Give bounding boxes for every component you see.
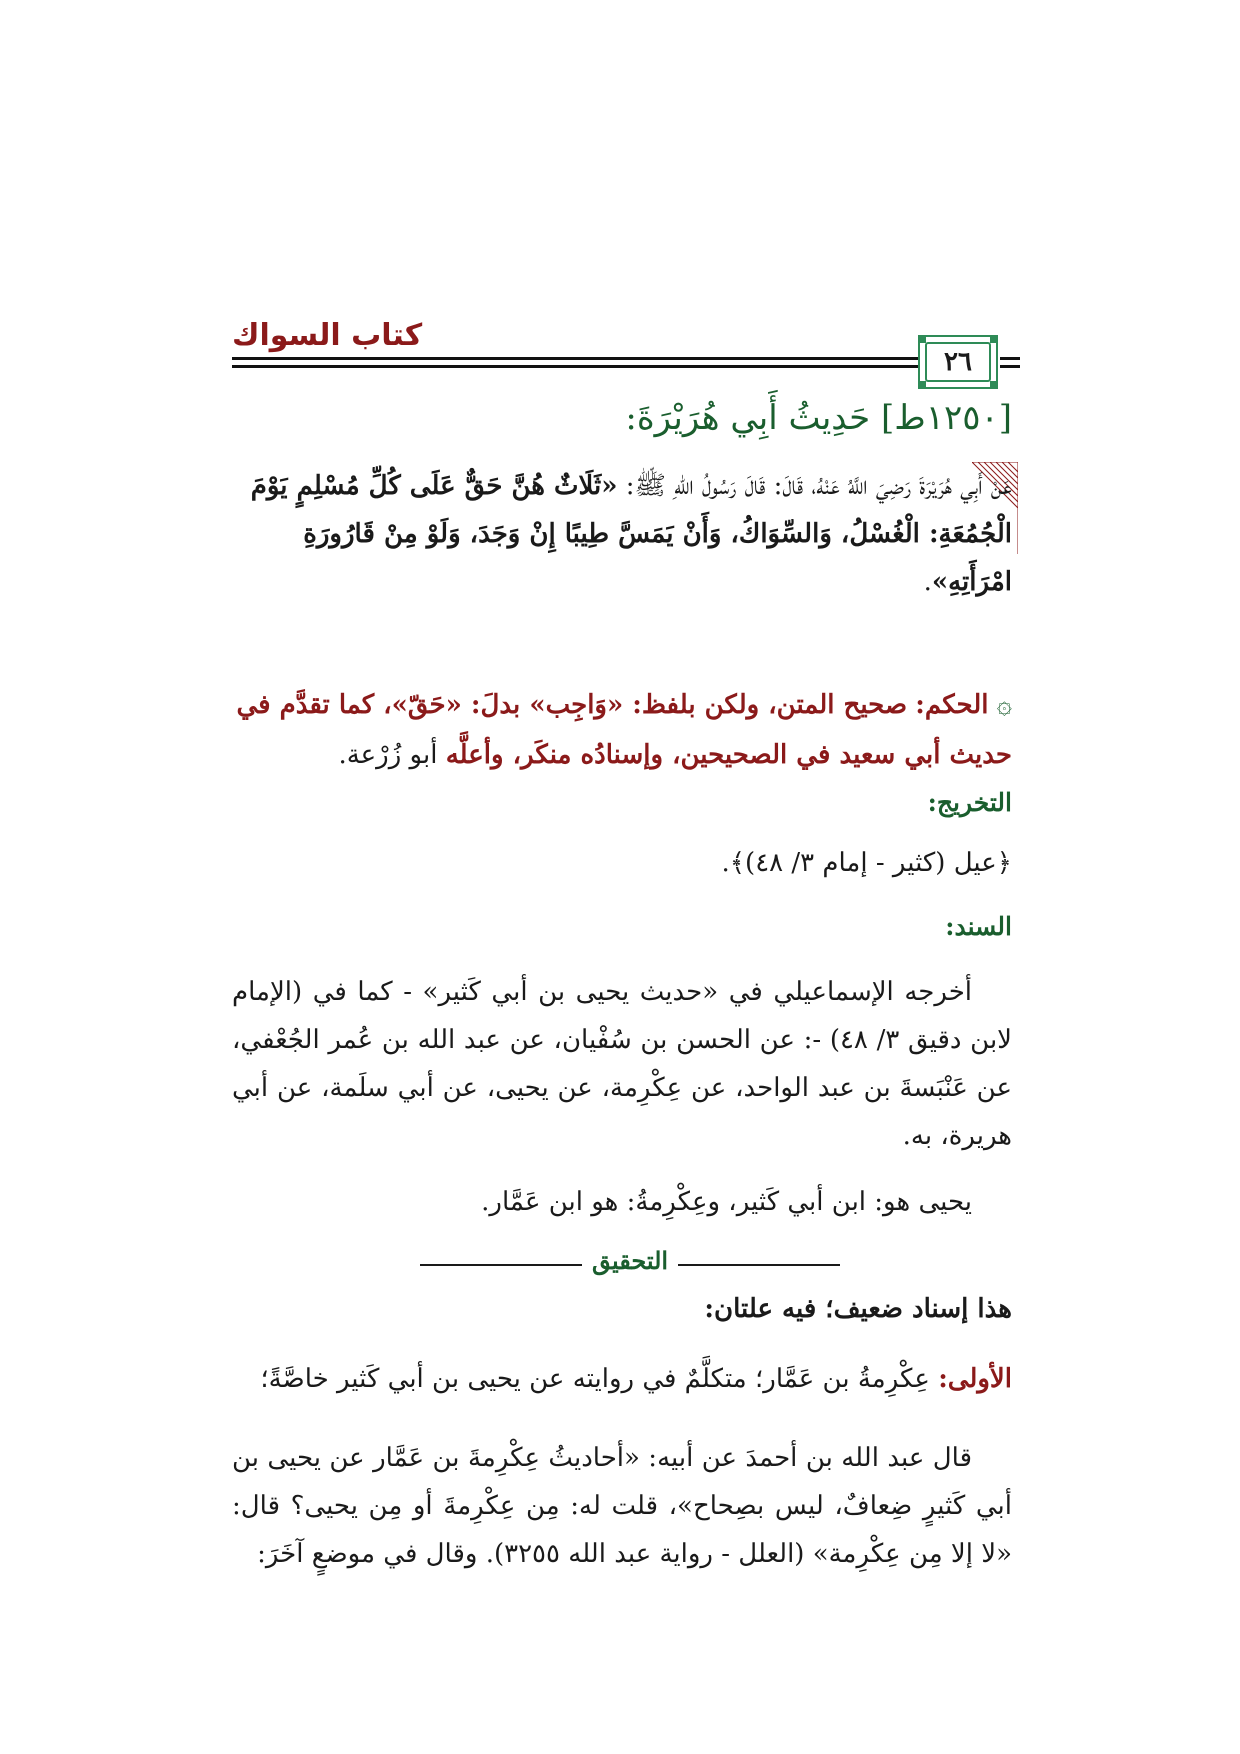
takhrij-text: ﴿عيل (كثير - إمام ٣/ ٤٨)﴾. xyxy=(721,848,1012,878)
sanad-note: يحيى هو: ابن أبي كَثير، وعِكْرِمةُ: هو ابن عَمَّار. xyxy=(481,1187,972,1217)
ahmad-quote-paragraph: قال عبد الله بن أحمدَ عن أبيه: «أحاديثُ عِكْرِمةَ بن عَمَّار عن يحيى بن أبي كَثيرٍ ضِعافٌ، ليس بصِحاح»، قلت له: مِن عِكْرِمةَ أو مِن يحيى؟ قال: «لا إلا مِن عِكْرِمة» (العلل - رواية عبد الله ٣٢٥٥). وقال في موضعٍ آخَرَ: xyxy=(232,1443,1012,1569)
badge-corner-ornament xyxy=(918,381,926,389)
hadith-end: . xyxy=(923,567,932,597)
sanad-paragraph: أخرجه الإسماعيلي في «حديث يحيى بن أبي كَثير» - كما في (الإمام لابن دقيق ٣/ ٤٨) -: عن الحسن بن سُفْيان، عن عبد الله بن عُمر الجُعْفي، عن عَنْبَسةَ بن عبد الواحد، عن عِكْرِمة، عن يحيى، عن أبي سلَمة، عن أبي هريرة، به. xyxy=(232,977,1013,1151)
sanad-label: السند: xyxy=(945,912,1012,941)
ruling-label: الحكم: xyxy=(915,690,989,720)
first-defect xyxy=(232,1364,1012,1394)
ruling-text-end: أبو زُرْعة. xyxy=(338,740,438,770)
header-rule-bottom xyxy=(232,365,972,368)
page-number: ٢٦ xyxy=(925,342,991,382)
hadith-matn: «ثَلَاثٌ هُنَّ حَقٌّ عَلَى كُلِّ مُسْلِمٍ يَوْمَ الْجُمُعَةِ: الْغُسْلُ، وَالسِّوَاكُ، وَأَنْ يَمَسَّ طِيبًا إِنْ وَجَدَ، وَلَوْ مِنْ قَارُورَةِ امْرَأَتِهِ» xyxy=(250,471,1012,597)
page-number-badge xyxy=(918,335,998,389)
hadith-title: [١٢٥٠ط] حَدِيثُ أَبِي هُرَيْرَةَ: xyxy=(625,398,1012,438)
divider-title xyxy=(420,1246,840,1275)
header-rule-top-right xyxy=(1000,357,1020,360)
header-rule-bottom-right xyxy=(1000,365,1020,368)
ruling-text: صحيح المتن، ولكن بلفظ: «وَاجِب» بدلَ: «حَقّ»، كما تقدَّم في حديث أبي سعيد في الصحيحين، وإسنادُه منكَر، وأعلَّه xyxy=(236,690,1012,770)
takhrij-label: التخريج: xyxy=(927,788,1012,817)
badge-corner-ornament xyxy=(918,335,926,343)
hadith-intro: عَنْ أَبِي هُرَيْرَةَ رَضِيَ اللَّهُ عَنْهُ، قَالَ: قَالَ رَسُولُ اللهِ ﷺ: xyxy=(617,471,1012,501)
badge-corner-ornament xyxy=(990,335,998,343)
running-title: كتاب السواك xyxy=(232,318,423,353)
ornament-icon: ۞ xyxy=(996,690,1012,720)
badge-corner-ornament xyxy=(990,381,998,389)
ruling-paragraph xyxy=(232,680,1012,780)
hadith-text xyxy=(232,462,1012,606)
first-defect-text: عِكْرِمةُ بن عَمَّار؛ متكلَّمٌ في روايته عن يحيى بن أبي كَثير خاصَّةً؛ xyxy=(260,1364,930,1394)
tahqiq-divider xyxy=(420,1246,840,1282)
divider-label: التحقيق xyxy=(582,1246,678,1275)
tahqiq-heading: هذا إسناد ضعيف؛ فيه علتان: xyxy=(704,1294,1012,1324)
first-defect-label: الأولى: xyxy=(938,1364,1012,1394)
hadith-text-block xyxy=(232,462,1012,606)
header-rule-top xyxy=(232,357,972,360)
